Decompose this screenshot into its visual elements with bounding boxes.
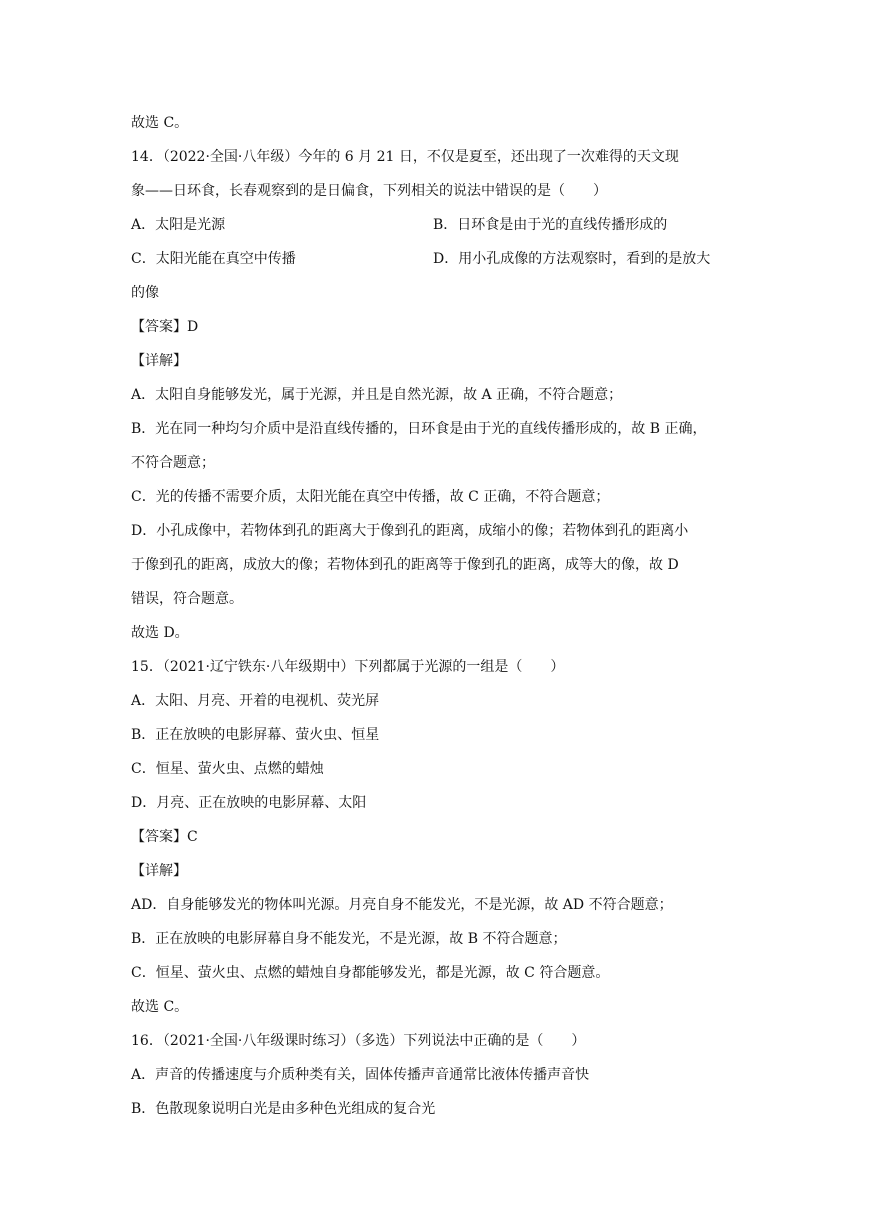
answer-label: 【答案】D [131,319,199,335]
question-15-stem: 15．（2021·辽宁铁东·八年级期中）下列都属于光源的一组是（ ） [131,659,565,675]
text-line: 于像到孔的距离，成放大的像；若物体到孔的距离等于像到孔的距离，成等大的像，故 D [131,557,679,573]
text-line: 不符合题意； [131,455,215,471]
question-14-option-d: D．用小孔成像的方法观察时，看到的是放大 [433,251,711,267]
text-line: B．正在放映的电影屏幕自身不能发光，不是光源，故 B 不符合题意； [131,931,567,947]
question-16-option-b: B．色散现象说明白光是由多种色光组成的复合光 [131,1101,436,1117]
question-14-option-c: C．太阳光能在真空中传播 [131,251,296,267]
text-line: D．小孔成像中，若物体到孔的距离大于像到孔的距离，成缩小的像；若物体到孔的距离小 [131,523,689,539]
question-14-option-b: B．日环食是由于光的直线传播形成的 [433,217,668,233]
text-line: C．光的传播不需要介质，太阳光能在真空中传播，故 C 正确，不符合题意； [131,489,610,505]
answer-label: 【答案】C [131,829,198,845]
question-14-option-d-cont: 的像 [131,285,159,301]
question-15-option-a: A．太阳、月亮、开着的电视机、荧光屏 [131,693,380,709]
text-line: C．恒星、萤火虫、点燃的蜡烛自身都能够发光，都是光源，故 C 符合题意。 [131,965,610,981]
question-15-option-c: C．恒星、萤火虫、点燃的蜡烛 [131,761,324,777]
text-line: 故选 D。 [131,625,189,641]
question-15-option-d: D．月亮、正在放映的电影屏幕、太阳 [131,795,367,811]
text-line: 故选 C。 [131,115,189,131]
question-14-option-a: A．太阳是光源 [131,217,226,233]
explanation-label: 【详解】 [131,353,187,369]
text-line: B．光在同一种均匀介质中是沿直线传播的，日环食是由于光的直线传播形成的，故 B 正确， [131,421,707,437]
text-line: AD．自身能够发光的物体叫光源。月亮自身不能发光，不是光源，故 AD 不符合题意； [131,897,673,913]
question-14-stem: 14．（2022·全国·八年级）今年的 6 月 21 日，不仅是夏至，还出现了一次难得的天文现 [131,149,679,165]
question-15-option-b: B．正在放映的电影屏幕、萤火虫、恒星 [131,727,380,743]
text-line: 故选 C。 [131,999,189,1015]
text-line: A．太阳自身能够发光，属于光源，并且是自然光源，故 A 正确，不符合题意； [131,387,623,403]
text-line: 错误，符合题意。 [131,591,243,607]
question-16-stem: 16．（2021·全国·八年级课时练习）（多选）下列说法中正确的是（ ） [131,1033,586,1049]
explanation-label: 【详解】 [131,863,187,879]
question-16-option-a: A．声音的传播速度与介质种类有关，固体传播声音通常比液体传播声音快 [131,1067,590,1083]
question-14-stem: 象——日环食，长春观察到的是日偏食，下列相关的说法中错误的是（ ） [131,183,607,199]
